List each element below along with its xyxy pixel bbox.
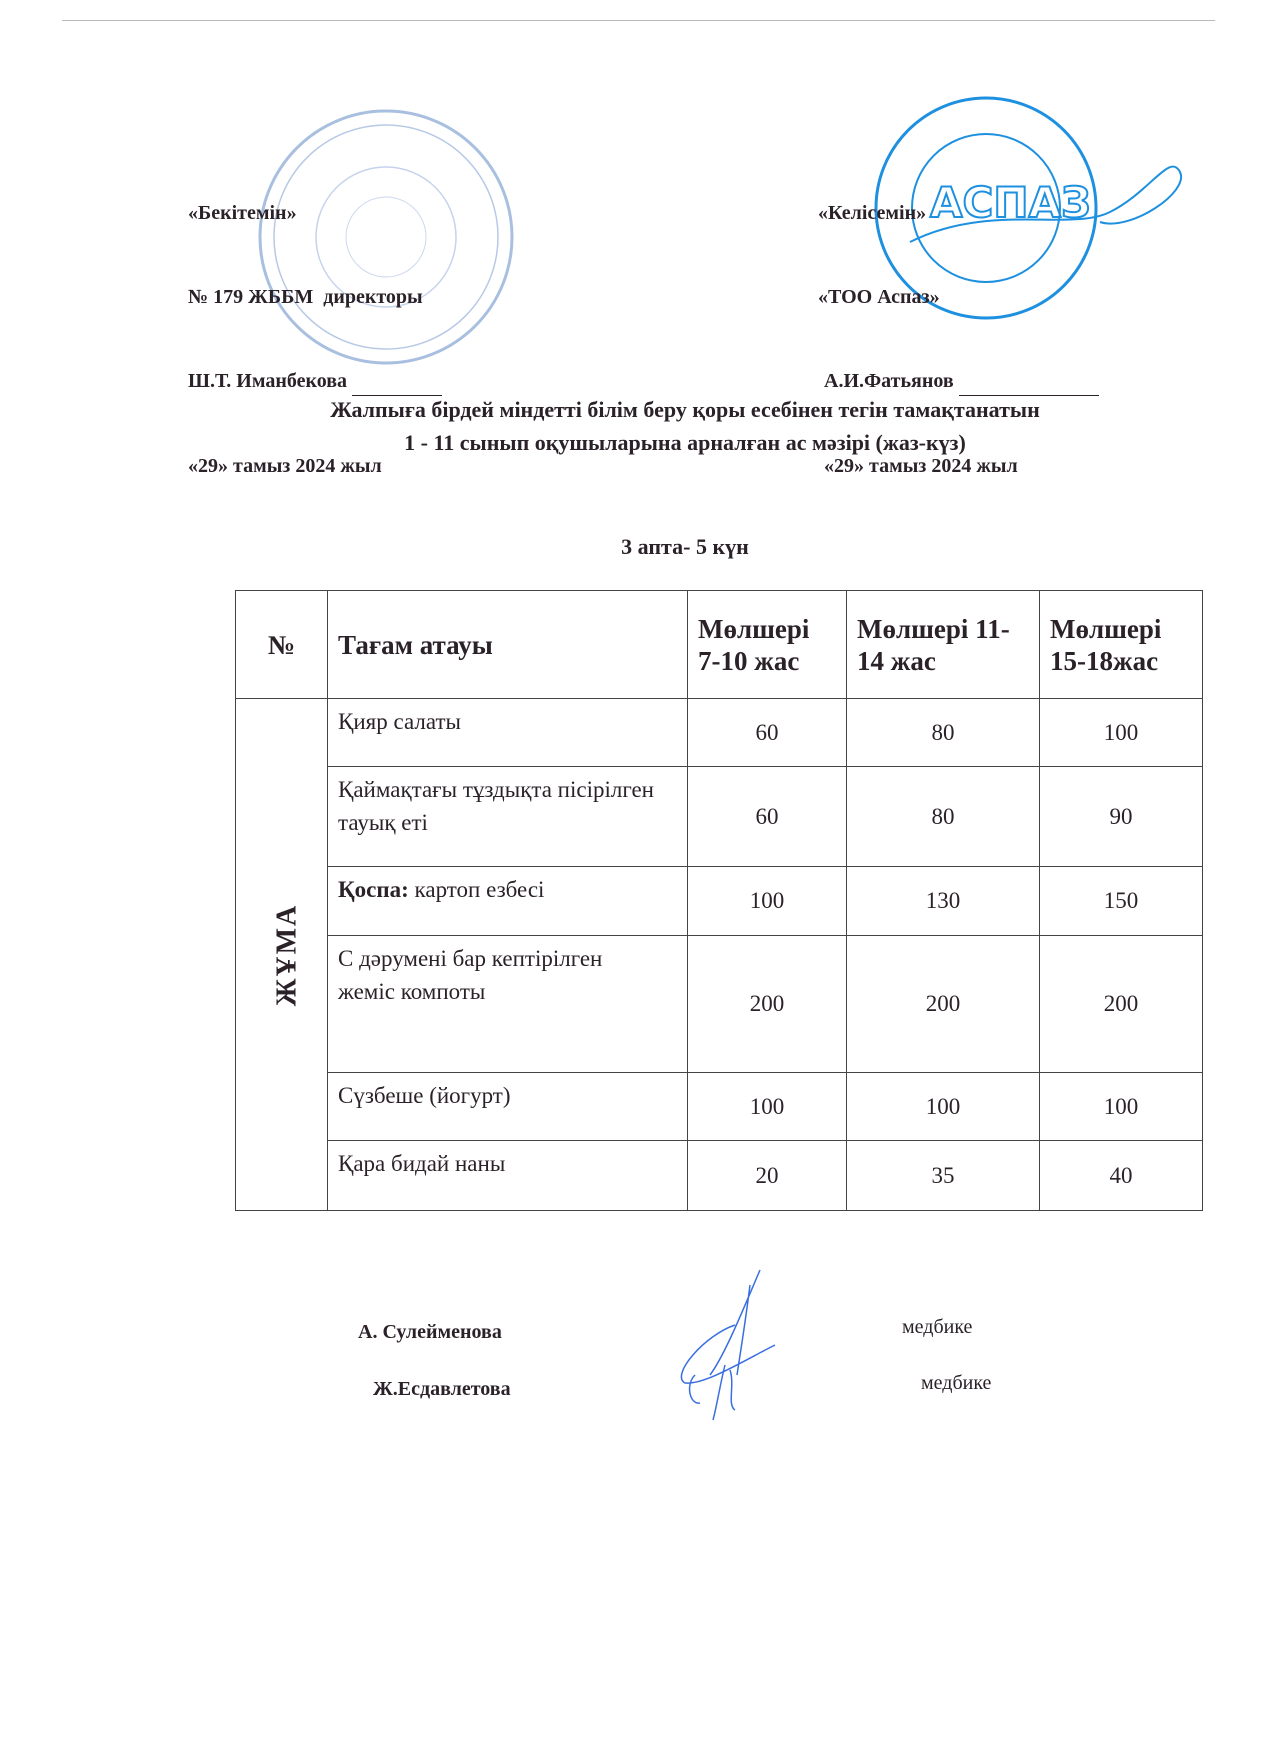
approval-line: «29» тамыз 2024 жыл: [188, 455, 382, 477]
approval-line: «Бекітемін»: [188, 202, 297, 224]
portion-7-10: 60: [688, 767, 847, 867]
dish-name: Сүзбеше (йогурт): [328, 1073, 688, 1141]
portion-7-10: 60: [688, 699, 847, 767]
portion-11-14: 35: [847, 1141, 1040, 1211]
title-line-2: 1 - 11 сынып оқушыларына арналған ас мәзірі (жаз-күз): [404, 430, 966, 455]
agreement-line: «ТОО Аспаз»: [818, 286, 940, 308]
dish-name-text: картоп езбесі: [408, 877, 545, 902]
signatory-role: медбике: [902, 1316, 973, 1338]
signatory-role: медбике: [921, 1372, 992, 1394]
week-day-subtitle: 3 апта- 5 күн: [621, 534, 749, 559]
day-label: ЖҰМА: [271, 903, 303, 1006]
header-portion-7-10: Мөлшері 7-10 жас: [688, 591, 847, 699]
side-dish-prefix: Қоспа:: [338, 877, 409, 902]
table-row: [236, 936, 1203, 1073]
portion-7-10: 20: [688, 1141, 847, 1211]
dish-name: Қияр салаты: [328, 699, 688, 767]
portion-11-14: 130: [847, 867, 1040, 936]
portion-11-14: 200: [847, 936, 1040, 1073]
day-cell: [236, 699, 328, 1211]
dish-name: Қара бидай наны: [328, 1141, 688, 1211]
table-row: [236, 767, 1203, 867]
table-row: [236, 1073, 1203, 1141]
supplier-signature: [959, 367, 1099, 396]
table-row: [236, 1141, 1203, 1211]
signatory-name: Ж.Есдавлетова: [373, 1378, 511, 1400]
header-portion-11-14: Мөлшері 11-14 жас: [847, 591, 1040, 699]
nurse-signatures: [665, 1265, 785, 1425]
header-portion-15-18: Мөлшері 15-18жас: [1040, 591, 1203, 699]
svg-text:АСПАЗ: АСПАЗ: [930, 178, 1091, 227]
agreement-line: А.И.Фатьянов: [824, 370, 954, 392]
table-header-row: [236, 591, 1203, 699]
table-row: [236, 699, 1203, 767]
approval-line: № 179 ЖББМ директоры: [188, 286, 423, 308]
page-top-border: [62, 20, 1215, 21]
portion-11-14: 80: [847, 699, 1040, 767]
portion-15-18: 200: [1040, 936, 1203, 1073]
approval-line: Ш.Т. Иманбекова: [188, 370, 348, 392]
agreement-line: «Келісемін»: [818, 202, 927, 224]
portion-11-14: 100: [847, 1073, 1040, 1141]
portion-15-18: 100: [1040, 699, 1203, 767]
portion-7-10: 200: [688, 936, 847, 1073]
director-signature: [352, 367, 442, 396]
table-row: [236, 867, 1203, 936]
dish-name: Қаймақтағы тұздықта пісірілген тауық еті: [328, 767, 688, 867]
document-title: [0, 393, 1276, 459]
agreement-line: «29» тамыз 2024 жыл: [824, 455, 1018, 477]
portion-11-14: 80: [847, 767, 1040, 867]
portion-15-18: 90: [1040, 767, 1203, 867]
dish-name: [328, 867, 688, 936]
portion-15-18: 40: [1040, 1141, 1203, 1211]
dish-name: С дәрумені бар кептірілген жеміс компоты: [328, 936, 688, 1073]
menu-table: [235, 590, 1203, 1211]
portion-15-18: 100: [1040, 1073, 1203, 1141]
title-line-1: Жалпыға бірдей міндетті білім беру қоры есебінен тегін тамақтанатын: [330, 397, 1040, 422]
portion-15-18: 150: [1040, 867, 1203, 936]
header-number: №: [236, 591, 328, 699]
signatory-name: А. Сулейменова: [358, 1321, 502, 1343]
header-dish-name: Тағам атауы: [328, 591, 688, 699]
portion-7-10: 100: [688, 867, 847, 936]
portion-7-10: 100: [688, 1073, 847, 1141]
